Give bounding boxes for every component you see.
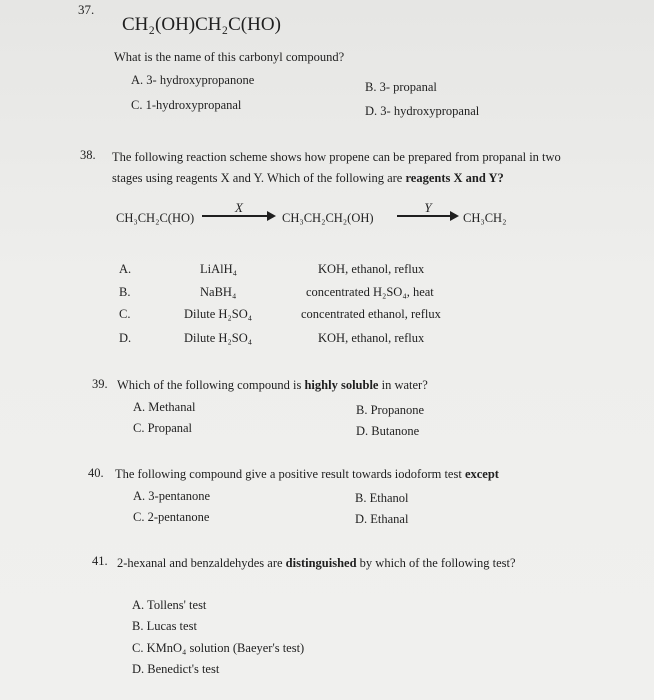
q39-option-d[interactable]: D. Butanone: [356, 424, 420, 438]
q38-row-a-letter[interactable]: A.: [119, 262, 132, 276]
q38-row-b-x: NaBH₄: [200, 285, 237, 299]
arrow-x: [202, 200, 276, 224]
q39-number: 39.: [92, 377, 108, 391]
q37-formula: CH₂(OH)CH₂C(HO): [122, 14, 281, 35]
arrow-right-icon: [267, 211, 276, 221]
q37-option-a[interactable]: A. 3- hydroxypropanone: [131, 73, 255, 87]
q40-number: 40.: [88, 466, 104, 480]
scheme-middle: CH₃CH₂CH₂(OH): [282, 211, 374, 225]
q38-row-c-x: Dilute H₂SO₄: [184, 307, 253, 321]
q39-option-a[interactable]: A. Methanal: [133, 400, 196, 414]
q38-row-c-y: concentrated ethanol, reflux: [301, 307, 441, 321]
q37-option-d[interactable]: D. 3- hydroxypropanal: [365, 104, 480, 118]
q40-option-a[interactable]: A. 3-pentanone: [133, 489, 211, 503]
q38-line2: stages using reagents X and Y. Which of the following are reagents X and Y?: [112, 171, 504, 185]
q38-number: 38.: [80, 148, 96, 162]
q37-number: 37.: [78, 2, 95, 17]
scheme-end: CH₃CH₂: [463, 211, 507, 225]
q40-text: The following compound give a positive result towards iodoform test except: [115, 467, 499, 481]
q37-option-c[interactable]: C. 1-hydroxypropanal: [131, 98, 242, 112]
q41-option-b[interactable]: B. Lucas test: [132, 619, 197, 633]
q38-row-c-letter[interactable]: C.: [119, 307, 131, 321]
q38-row-d-letter[interactable]: D.: [119, 331, 132, 345]
arrow-y-label: Y: [424, 200, 432, 215]
q41-option-a[interactable]: A. Tollens' test: [132, 598, 207, 612]
q39-option-c[interactable]: C. Propanal: [133, 421, 193, 435]
q38-row-a-x: LiAlH₄: [200, 262, 237, 276]
arrow-y: [397, 200, 459, 224]
q41-option-c[interactable]: C. KMnO₄ solution (Baeyer's test): [132, 641, 305, 655]
q38-row-d-x: Dilute H₂SO₄: [184, 331, 253, 345]
q37-question: What is the name of this carbonyl compound?: [114, 50, 345, 64]
q38-row-b-y: concentrated H₂SO₄, heat: [306, 285, 434, 299]
q39-text: Which of the following compound is highly soluble in water?: [117, 378, 428, 392]
q38-row-b-letter[interactable]: B.: [119, 285, 131, 299]
q40-option-b[interactable]: B. Ethanol: [355, 491, 409, 505]
q37-option-b[interactable]: B. 3- propanal: [365, 80, 437, 94]
q38-line1: The following reaction scheme shows how propene can be prepared from propanal in two: [112, 150, 561, 164]
scheme-start: CH₃CH₂C(HO): [116, 211, 195, 225]
q41-text: 2-hexanal and benzaldehydes are distinguished by which of the following test?: [117, 556, 516, 570]
arrow-right-icon: [450, 211, 459, 221]
q40-option-d[interactable]: D. Ethanal: [355, 512, 409, 526]
q41-number: 41.: [92, 554, 108, 568]
q41-option-d[interactable]: D. Benedict's test: [132, 662, 220, 676]
arrow-x-label: X: [235, 200, 243, 215]
q39-option-b[interactable]: B. Propanone: [356, 403, 425, 417]
q40-option-c[interactable]: C. 2-pentanone: [133, 510, 210, 524]
q38-row-d-y: KOH, ethanol, reflux: [318, 331, 425, 345]
q38-row-a-y: KOH, ethanol, reflux: [318, 262, 425, 276]
